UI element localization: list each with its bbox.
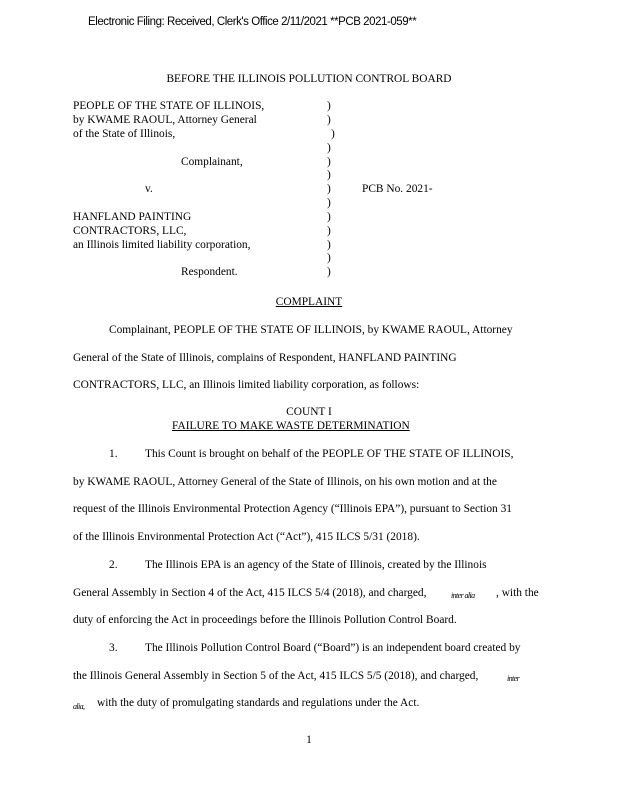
paren: ) bbox=[327, 183, 331, 195]
para-2-line-1: The Illinois EPA is an agency of the State of Illinois, created by the Illinois bbox=[145, 559, 487, 571]
intro-line-2: General of the State of Illinois, complains of Respondent, HANFLAND PAINTING bbox=[73, 352, 457, 364]
plaintiff-line-3: of the State of Illinois, bbox=[73, 128, 176, 140]
para-3-inter: inter bbox=[507, 674, 520, 683]
para-3-line-1: The Illinois Pollution Control Board (“Board”) is an independent board created by bbox=[145, 642, 521, 654]
case-number: PCB No. 2021- bbox=[362, 183, 433, 195]
para-2-number: 2. bbox=[109, 559, 118, 571]
paren: ) bbox=[327, 225, 331, 237]
board-heading: BEFORE THE ILLINOIS POLLUTION CONTROL BOARD bbox=[166, 73, 452, 85]
paren: ) bbox=[327, 266, 331, 278]
para-3-alia: alia, bbox=[73, 702, 85, 711]
paren: ) bbox=[327, 197, 331, 209]
plaintiff-line-2: by KWAME RAOUL, Attorney General bbox=[73, 114, 257, 126]
paren: ) bbox=[327, 211, 331, 223]
count-number: COUNT I bbox=[286, 406, 332, 418]
para-2-line-2: General Assembly in Section 4 of the Act, 415 ILCS 5/4 (2018), and charged, bbox=[73, 587, 427, 599]
paren: ) bbox=[327, 239, 331, 251]
defendant-line-2: CONTRACTORS, LLC, bbox=[73, 225, 187, 237]
paren: ) bbox=[327, 142, 331, 154]
defendant-line-1: HANFLAND PAINTING bbox=[73, 211, 192, 223]
complainant-label: Complainant, bbox=[181, 156, 243, 168]
para-1-line-1: This Count is brought on behalf of the PEOPLE OF THE STATE OF ILLINOIS, bbox=[145, 448, 514, 460]
paren: ) bbox=[327, 252, 331, 264]
para-2-line-2-end: , with the bbox=[496, 587, 539, 599]
page-number: 1 bbox=[306, 734, 312, 746]
para-1-number: 1. bbox=[109, 448, 118, 460]
paren: ) bbox=[327, 169, 331, 181]
para-3-line-3: with the duty of promulgating standards and regulations under the Act. bbox=[97, 697, 420, 709]
para-1-line-2: by KWAME RAOUL, Attorney General of the State of Illinois, on his own motion and at the bbox=[73, 476, 497, 488]
paren: ) bbox=[331, 128, 335, 140]
intro-line-3: CONTRACTORS, LLC, an Illinois limited liability corporation, as follows: bbox=[73, 379, 420, 391]
intro-line-1: Complainant, PEOPLE OF THE STATE OF ILLINOIS, by KWAME RAOUL, Attorney bbox=[109, 324, 513, 336]
para-1-line-3: request of the Illinois Environmental Protection Agency (“Illinois EPA”), pursuant to Section 31 bbox=[73, 503, 512, 515]
complaint-title: COMPLAINT bbox=[275, 296, 343, 308]
para-3-line-2: the Illinois General Assembly in Section 5 of the Act, 415 ILCS 5/5 (2018), and charged, bbox=[73, 670, 479, 682]
filing-stamp: Electronic Filing: Received, Clerk's Office 2/11/2021 **PCB 2021-059** bbox=[88, 16, 417, 28]
defendant-line-3: an Illinois limited liability corporation, bbox=[73, 239, 251, 251]
respondent-label: Respondent. bbox=[181, 266, 238, 278]
count-title: FAILURE TO MAKE WASTE DETERMINATION bbox=[172, 420, 410, 432]
para-2-inter-alia: inter alia bbox=[451, 591, 475, 600]
versus-label: v. bbox=[145, 183, 153, 195]
paren: ) bbox=[327, 156, 331, 168]
paren: ) bbox=[327, 100, 331, 112]
plaintiff-line-1: PEOPLE OF THE STATE OF ILLINOIS, bbox=[73, 100, 265, 112]
para-3-number: 3. bbox=[109, 642, 118, 654]
para-1-line-4: of the Illinois Environmental Protection Act (“Act”), 415 ILCS 5/31 (2018). bbox=[73, 531, 420, 543]
para-2-line-3: duty of enforcing the Act in proceedings before the Illinois Pollution Control Board. bbox=[73, 614, 457, 626]
paren: ) bbox=[327, 114, 331, 126]
